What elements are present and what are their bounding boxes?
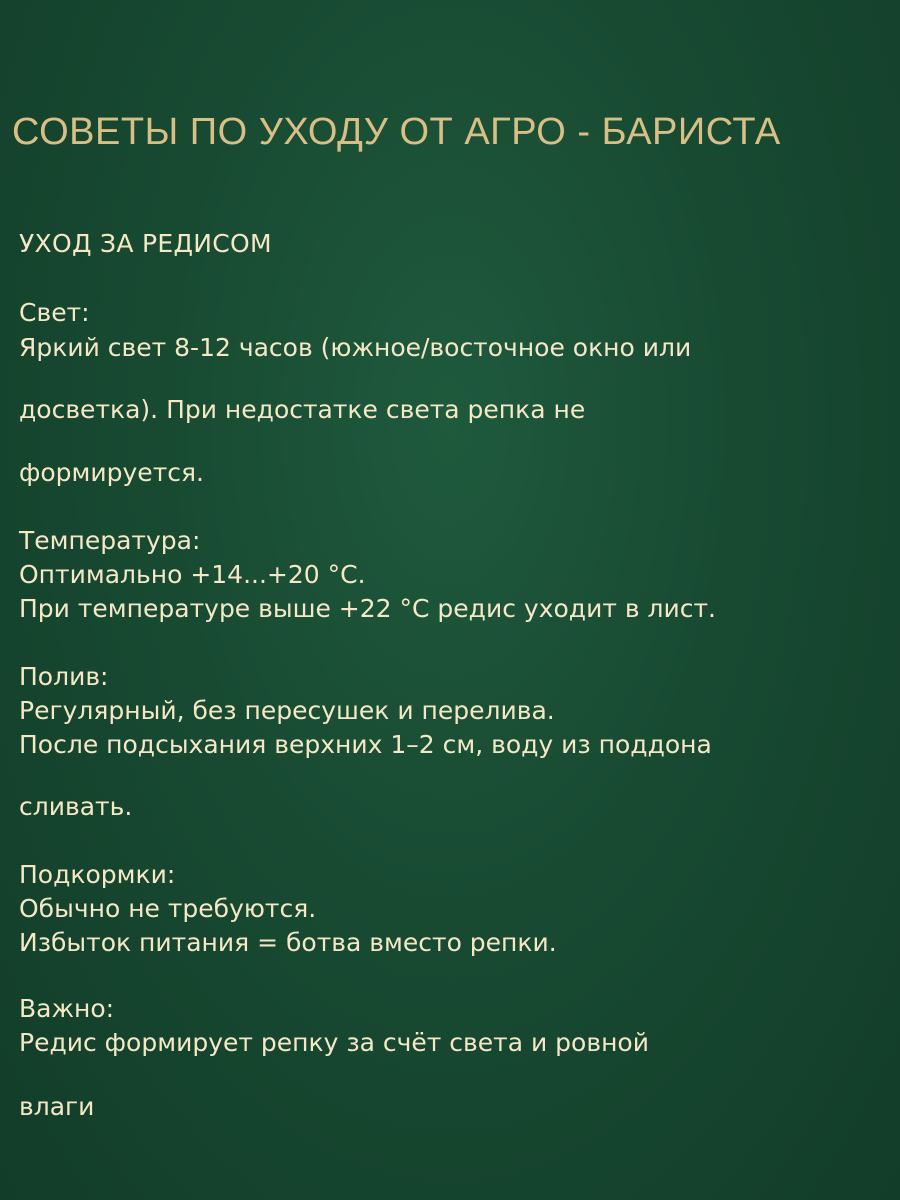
feeding-text-line: Избыток питания = ботва вместо репки. bbox=[19, 928, 557, 957]
section-subtitle: УХОД ЗА РЕДИСОМ bbox=[19, 229, 272, 258]
light-text-line: досветка). При недостатке света репка не bbox=[19, 395, 586, 424]
important-text-line: влаги bbox=[19, 1092, 95, 1121]
light-text-line: Яркий свет 8-12 часов (южное/восточное окно или bbox=[19, 333, 692, 362]
temperature-heading: Температура: bbox=[19, 526, 201, 555]
important-heading: Важно: bbox=[19, 994, 115, 1023]
feeding-text-line: Обычно не требуются. bbox=[19, 894, 317, 923]
light-heading: Свет: bbox=[19, 298, 90, 327]
watering-heading: Полив: bbox=[19, 662, 109, 691]
watering-text-line: Регулярный, без пересушек и перелива. bbox=[19, 696, 555, 725]
watering-text-line: После подсыхания верхних 1–2 см, воду из поддона bbox=[19, 730, 712, 759]
light-text-line: формируется. bbox=[19, 458, 204, 487]
watering-text-line: сливать. bbox=[19, 792, 133, 821]
page-title: СОВЕТЫ ПО УХОДУ ОТ АГРО - БАРИСТА bbox=[12, 111, 781, 153]
important-text-line: Редис формирует репку за счёт света и ровной bbox=[19, 1028, 649, 1057]
temperature-text-line: Оптимально +14...+20 °C. bbox=[19, 560, 366, 589]
temperature-text-line: При температуре выше +22 °C редис уходит в лист. bbox=[19, 594, 716, 623]
feeding-heading: Подкормки: bbox=[19, 860, 176, 889]
